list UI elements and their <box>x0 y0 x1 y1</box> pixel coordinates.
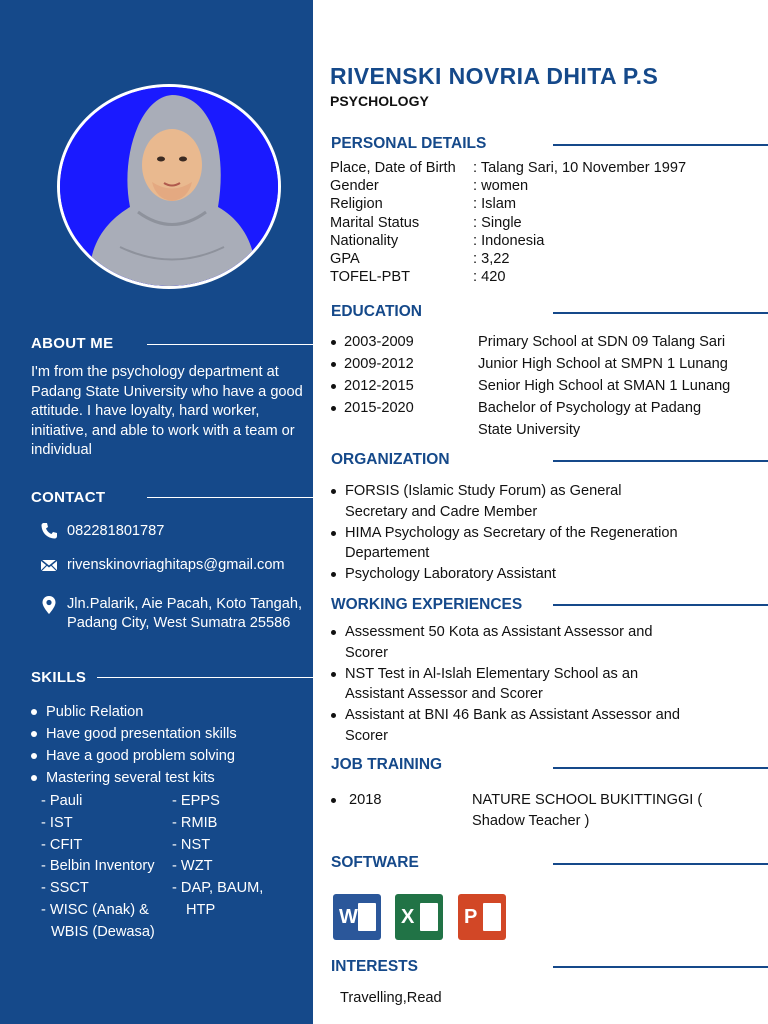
organization-divider <box>553 460 768 462</box>
about-text: I'm from the psychology department at Padang State University who have a good attitude. I have loyalty, hard worker, initiative, and able to work with a team or individual <box>31 364 303 458</box>
test-kit-item: - CFIT <box>41 836 83 853</box>
contact-title: CONTACT <box>31 489 106 506</box>
sidebar <box>0 0 313 1024</box>
detail-label: Gender <box>330 178 379 195</box>
skill-item: Mastering several test kits <box>31 767 313 789</box>
skills-title: SKILLS <box>31 669 87 686</box>
education-title: EDUCATION <box>331 303 422 320</box>
job-training-title: JOB TRAINING <box>331 756 443 773</box>
test-kits-left <box>41 791 155 944</box>
mail-icon <box>40 556 58 574</box>
skill-item: Have a good problem solving <box>31 745 313 767</box>
powerpoint-icon: P <box>458 894 506 940</box>
test-kit-item: - SSCT <box>41 880 89 897</box>
organization-title: ORGANIZATION <box>331 451 450 468</box>
detail-label: Place, Date of Birth <box>330 160 456 176</box>
bullet-icon <box>331 531 336 536</box>
test-kits-right <box>172 791 263 922</box>
candidate-name: RIVENSKI NOVRIA DHITA P.S <box>330 63 659 89</box>
education-year: 2003-2009 <box>344 334 414 350</box>
education-divider <box>553 312 768 314</box>
education-row <box>330 375 768 397</box>
education-year: 2009-2012 <box>344 356 414 372</box>
test-kit-item: - WZT <box>172 858 213 875</box>
detail-value: : Single <box>473 214 522 231</box>
education-list <box>330 331 768 441</box>
test-kit-item: - RMIB <box>172 814 218 831</box>
test-kit-item: - Pauli <box>41 793 83 809</box>
work-list <box>330 622 760 747</box>
detail-value: : Talang Sari, 10 November 1997 <box>473 160 687 176</box>
profile-photo <box>57 84 281 289</box>
detail-value: : Islam <box>473 196 516 213</box>
test-kit-item: HTP <box>186 901 216 918</box>
interests-text: Travelling,Read <box>340 990 442 1006</box>
software-divider <box>553 863 768 865</box>
education-year: 2015-2020 <box>344 400 414 416</box>
detail-value: : women <box>473 178 529 195</box>
skills-list <box>31 701 313 789</box>
bullet-icon <box>331 672 336 677</box>
detail-value: : 3,22 <box>473 250 510 267</box>
skills-divider <box>97 677 313 678</box>
work-item <box>330 622 665 664</box>
organization-item <box>330 564 760 585</box>
work-item <box>330 664 690 706</box>
candidate-major: PSYCHOLOGY <box>330 93 429 109</box>
detail-label: GPA <box>330 250 360 267</box>
education-desc: Senior High School at SMAN 1 Lunang <box>478 378 731 394</box>
education-year: 2012-2015 <box>344 378 414 394</box>
training-desc: NATURE SCHOOL BUKITTINGGI ( Shadow Teacher ) <box>472 792 703 829</box>
about-title: ABOUT ME <box>31 335 114 352</box>
personal-details-title: PERSONAL DETAILS <box>331 135 487 152</box>
bullet-icon <box>331 362 336 367</box>
bullet-icon <box>331 713 336 718</box>
bullet-icon <box>331 572 336 577</box>
detail-value: : 420 <box>473 269 506 286</box>
work-text: Assistant at BNI 46 Bank as Assistant Assessor and Scorer <box>345 707 681 744</box>
work-divider <box>553 604 768 606</box>
location-pin-icon <box>40 595 58 613</box>
main-content <box>313 0 768 1024</box>
contact-divider <box>147 497 313 498</box>
organization-text: FORSIS (Islamic Study Forum) as General Secretary and Cadre Member <box>345 483 622 520</box>
bullet-icon <box>331 406 336 411</box>
detail-label: Nationality <box>330 232 399 249</box>
software-title: SOFTWARE <box>331 854 419 871</box>
detail-label: TOFEL-PBT <box>330 269 411 286</box>
bullet-icon <box>331 489 336 494</box>
education-row <box>330 353 768 375</box>
bullet-icon <box>331 630 336 635</box>
work-item <box>330 705 705 747</box>
test-kit-item: - EPPS <box>172 793 220 809</box>
interests-title: INTERESTS <box>331 958 418 975</box>
test-kit-item: - NST <box>172 836 211 853</box>
address-text: Jln.Palarik, Aie Pacah, Koto Tangah, Padang City, West Sumatra 25586 <box>67 596 303 631</box>
work-text: NST Test in Al-Islah Elementary School as an Assistant Assessor and Scorer <box>345 665 639 703</box>
email-link[interactable]: rivenskinovriaghitaps@gmail.com <box>67 557 285 573</box>
education-row <box>330 397 768 441</box>
test-kit-item: WBIS (Dewasa) <box>51 923 155 940</box>
test-kit-item: - DAP, BAUM, <box>172 880 264 897</box>
training-year: 2018 <box>349 792 382 808</box>
organization-list <box>330 481 760 585</box>
phone-icon <box>40 522 58 540</box>
phone-number: 082281801787 <box>67 523 165 539</box>
bullet-icon <box>331 798 336 803</box>
work-title: WORKING EXPERIENCES <box>331 596 523 613</box>
education-desc: Bachelor of Psychology at Padang State University <box>478 400 702 438</box>
bullet-icon <box>331 340 336 345</box>
skill-item: Have good presentation skills <box>31 723 313 745</box>
organization-item <box>330 523 725 565</box>
detail-value: : Indonesia <box>473 232 545 249</box>
education-desc: Primary School at SDN 09 Talang Sari <box>478 334 726 350</box>
organization-text: HIMA Psychology as Secretary of the Regeneration Departement <box>345 524 678 562</box>
detail-label: Religion <box>330 196 383 213</box>
test-kit-item: - IST <box>41 814 73 831</box>
detail-label: Marital Status <box>330 214 420 231</box>
job-training-divider <box>553 767 768 769</box>
about-divider <box>147 344 313 345</box>
work-text: Assessment 50 Kota as Assistant Assessor and Scorer <box>345 624 653 661</box>
personal-details-divider <box>553 144 768 146</box>
test-kit-item: - Belbin Inventory <box>41 858 155 875</box>
test-kit-item: - WISC (Anak) & <box>41 901 149 918</box>
education-desc: Junior High School at SMPN 1 Lunang <box>478 356 728 372</box>
skill-item: Public Relation <box>31 701 313 723</box>
organization-text: Psychology Laboratory Assistant <box>345 566 556 583</box>
organization-item <box>330 481 625 523</box>
bullet-icon <box>331 384 336 389</box>
excel-icon: X <box>395 894 443 940</box>
education-row <box>330 331 768 353</box>
interests-divider <box>553 966 768 968</box>
word-icon: W <box>333 894 381 940</box>
